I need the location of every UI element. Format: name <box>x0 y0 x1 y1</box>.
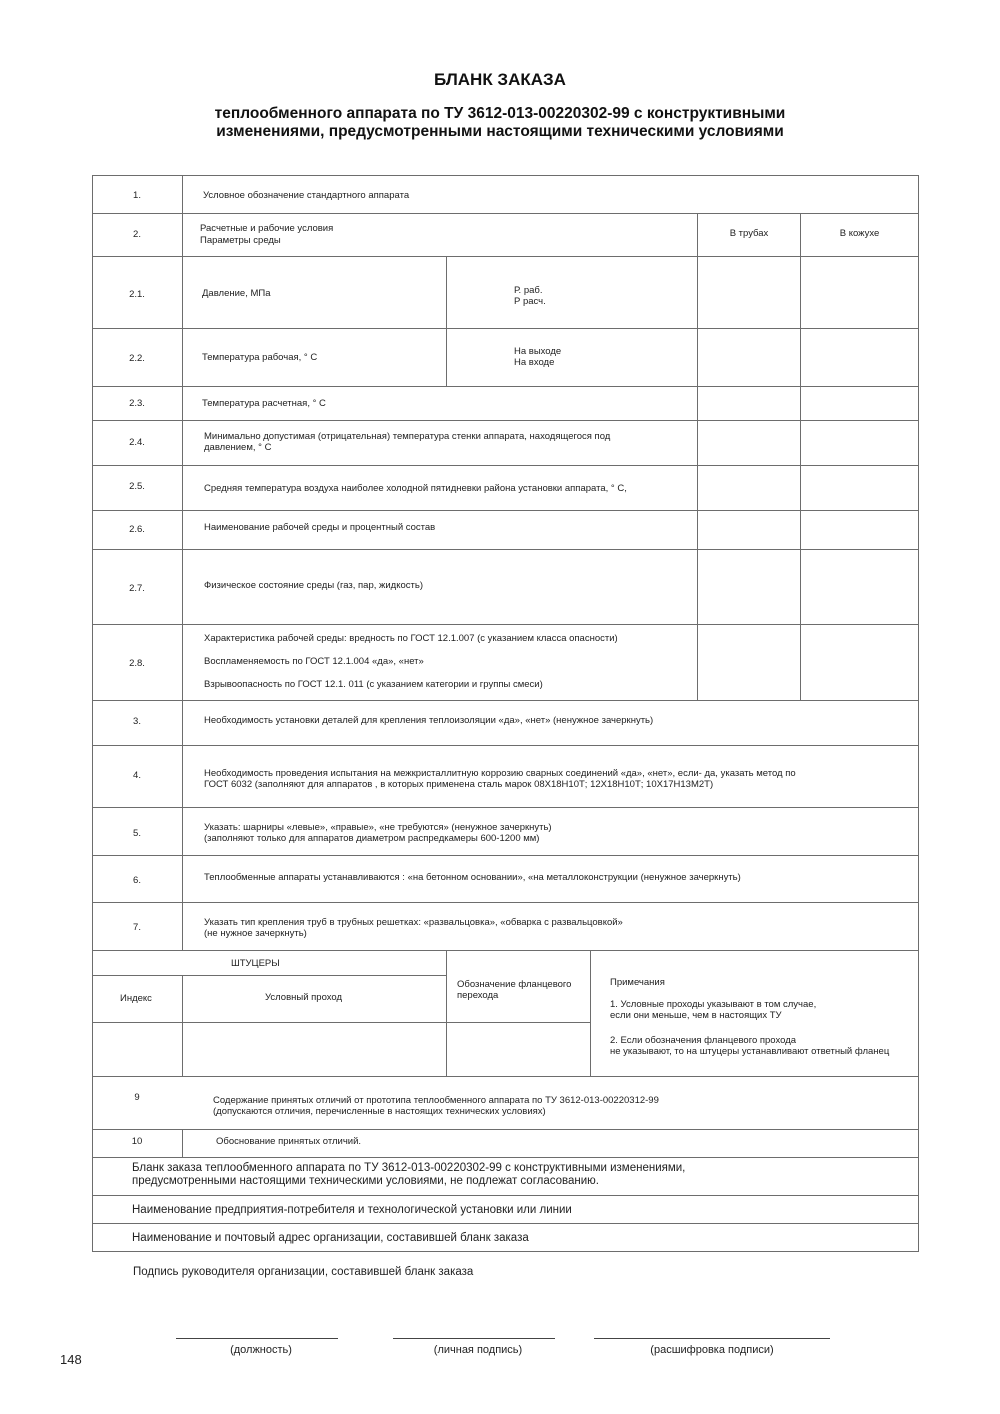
row-9-number: 9 <box>134 1092 140 1103</box>
row-2-4-label-1: Минимально допустимая (отрицательная) температура стенки аппарата, находящегося под <box>204 431 611 442</box>
row-2-6-label: Наименование рабочей среды и процентный состав <box>204 522 436 533</box>
row-2-number: 2. <box>133 229 141 240</box>
row-2-3-label: Температура расчетная, ° С <box>202 398 326 409</box>
personal-signature-label: (личная подпись) <box>433 1344 523 1356</box>
row-2-7-label: Физическое состояние среды (газ, пар, жидкость) <box>204 580 423 591</box>
row-3-label: Необходимость установки деталей для крепления теплоизоляции «да», «нет» (ненужное зачеркнуть) <box>204 715 654 726</box>
nozzles-flange-label-2: перехода <box>457 990 499 1001</box>
row-7-number: 7. <box>133 922 141 933</box>
row-4-label-1: Необходимость проведения испытания на межкристаллитную коррозию сварных соединений «да», «нет», если- да, указать метод по <box>204 768 796 779</box>
nozzles-header: ШТУЦЕРЫ <box>231 958 280 969</box>
row-2-7-tubes-input[interactable] <box>697 549 801 625</box>
row-2-label-2: Параметры среды <box>200 235 281 246</box>
row-2-4-shell-input[interactable] <box>800 420 919 466</box>
row-5-number: 5. <box>133 828 141 839</box>
row-2-6-number: 2.6. <box>129 524 145 535</box>
row-2-2-number: 2.2. <box>129 353 145 364</box>
row-5-label-2: (заполняют только для аппаратов диаметром распредкамеры 600-1200 мм) <box>204 833 540 844</box>
row-2-4-label-2: давлением, ° С <box>204 442 272 453</box>
row-9-label-1: Содержание принятых отличий от прототипа теплообменного аппарата по ТУ 3612-013-00220312-99 <box>213 1095 659 1106</box>
row-2-5-number: 2.5. <box>129 481 145 492</box>
row-9-label-2: (допускаются отличия, перечисленные в настоящих технических условиях) <box>213 1106 546 1117</box>
row-2-4-number: 2.4. <box>129 437 145 448</box>
row-2-2-sub-1: На выходе <box>514 346 562 357</box>
nozzles-nominal-label: Условный проход <box>265 992 343 1003</box>
row-2-8-tubes-input[interactable] <box>697 624 801 701</box>
row-3-number: 3. <box>133 716 141 727</box>
note-2-line-2: не указывают, то на штуцеры устанавливают ответный фланец <box>610 1046 890 1057</box>
approval-note-line-1: Бланк заказа теплообменного аппарата по ТУ 3612-013-00220302-99 с конструктивными изменениями, <box>132 1162 686 1174</box>
row-2-3-shell-input[interactable] <box>800 386 919 421</box>
row-6-label: Теплообменные аппараты устанавливаются : «на бетонном основании», «на металлоконструкции (ненужное зачеркнуть) <box>204 872 741 883</box>
row-2-3-number: 2.3. <box>129 398 145 409</box>
row-2-1-sub-1: Р. раб. <box>514 285 543 296</box>
row-2-5-shell-input[interactable] <box>800 465 919 511</box>
nozzles-index-label: Индекс <box>120 993 152 1004</box>
row-2-1-shell-input[interactable] <box>800 256 919 329</box>
row-2-5-label: Средняя температура воздуха наиболее холодной пятидневки района установки аппарата, ° С, <box>204 483 627 494</box>
row-6-number: 6. <box>133 875 141 886</box>
nozzles-nominal-input[interactable] <box>182 1022 447 1077</box>
row-10-label: Обоснование принятых отличий. <box>216 1136 362 1147</box>
signature-decode-line[interactable] <box>594 1338 830 1339</box>
row-2-1-tubes-input[interactable] <box>697 256 801 329</box>
row-2-8-label-3: Взрывоопасность по ГОСТ 12.1. 011 (с указанием категории и группы смеси) <box>204 679 543 690</box>
row-1-label: Условное обозначение стандартного аппарата <box>203 190 410 201</box>
row-2-2-shell-input[interactable] <box>800 328 919 387</box>
column-header-tubes: В трубах <box>729 228 769 239</box>
row-7-label-2: (не нужное зачеркнуть) <box>204 928 307 939</box>
approval-note-line-2: предусмотренными настоящими техническими условиями, не подлежат согласованию. <box>132 1175 599 1187</box>
signature-heading: Подпись руководителя организации, составившей бланк заказа <box>133 1266 474 1278</box>
row-2-label-1: Расчетные и рабочие условия <box>200 223 334 234</box>
page-title: БЛАНК ЗАКАЗА <box>434 70 566 89</box>
address-label: Наименование и почтовый адрес организации, составившей бланк заказа <box>132 1232 529 1244</box>
row-2-5-tubes-input[interactable] <box>697 465 801 511</box>
position-label: (должность) <box>230 1344 292 1356</box>
row-4-number: 4. <box>133 770 141 781</box>
row-10-number: 10 <box>131 1136 143 1147</box>
note-2-line-1: 2. Если обозначения фланцевого прохода <box>610 1035 797 1046</box>
row-2-1-sub-cell <box>446 256 698 329</box>
nozzles-flange-input[interactable] <box>446 1022 591 1077</box>
row-2-2-tubes-input[interactable] <box>697 328 801 387</box>
row-2-2-sub-cell <box>446 328 698 387</box>
row-2-2-sub-2: На входе <box>514 357 555 368</box>
row-2-1-label: Давление, МПа <box>202 288 271 299</box>
row-2-8-number: 2.8. <box>129 658 145 669</box>
page-number: 148 <box>60 1352 82 1367</box>
notes-title: Примечания <box>610 977 665 988</box>
note-1-line-1: 1. Условные проходы указывают в том случае, <box>610 999 817 1010</box>
subtitle-line-1: теплообменного аппарата по ТУ 3612-013-00220302-99 с конструктивными <box>214 105 786 122</box>
row-2-1-number: 2.1. <box>129 289 145 300</box>
row-2-4-tubes-input[interactable] <box>697 420 801 466</box>
column-header-shell: В кожухе <box>839 228 880 239</box>
row-2-2-label: Температура рабочая, ° С <box>202 352 318 363</box>
subtitle-line-2: изменениями, предусмотренными настоящими техническими условиями <box>216 123 784 140</box>
note-1-line-2: если они меньше, чем в настоящих ТУ <box>610 1010 782 1021</box>
row-2-6-tubes-input[interactable] <box>697 510 801 550</box>
row-2-3-tubes-input[interactable] <box>697 386 801 421</box>
row-7-label-1: Указать тип крепления труб в трубных решетках: «развальцовка», «обварка с развальцовкой» <box>204 917 623 928</box>
personal-signature-line[interactable] <box>393 1338 555 1339</box>
row-4-label-2: ГОСТ 6032 (заполняют для аппаратов , в которых применена сталь марок 08Х18Н10Т; 12Х18Н10Т; 10Х17Н13М2Т) <box>204 779 714 790</box>
row-2-7-number: 2.7. <box>129 583 145 594</box>
signature-decode-label: (расшифровка подписи) <box>650 1344 774 1356</box>
row-2-7-shell-input[interactable] <box>800 549 919 625</box>
row-5-label-1: Указать: шарниры «левые», «правые», «не требуются» (ненужное зачеркнуть) <box>204 822 552 833</box>
nozzles-index-input[interactable] <box>92 1022 183 1077</box>
row-2-8-label-2: Воспламеняемость по ГОСТ 12.1.004 «да», «нет» <box>204 656 424 667</box>
nozzles-flange-label-1: Обозначение фланцевого <box>457 979 572 990</box>
row-2-6-shell-input[interactable] <box>800 510 919 550</box>
row-2-8-label-1: Характеристика рабочей среды: вредность по ГОСТ 12.1.007 (с указанием класса опасности) <box>204 633 618 644</box>
row-2-1-sub-2: Р расч. <box>514 296 546 307</box>
row-1-number: 1. <box>133 190 141 201</box>
row-2-8-shell-input[interactable] <box>800 624 919 701</box>
position-signature-line[interactable] <box>176 1338 338 1339</box>
consumer-label: Наименование предприятия-потребителя и технологической установки или линии <box>132 1204 572 1216</box>
